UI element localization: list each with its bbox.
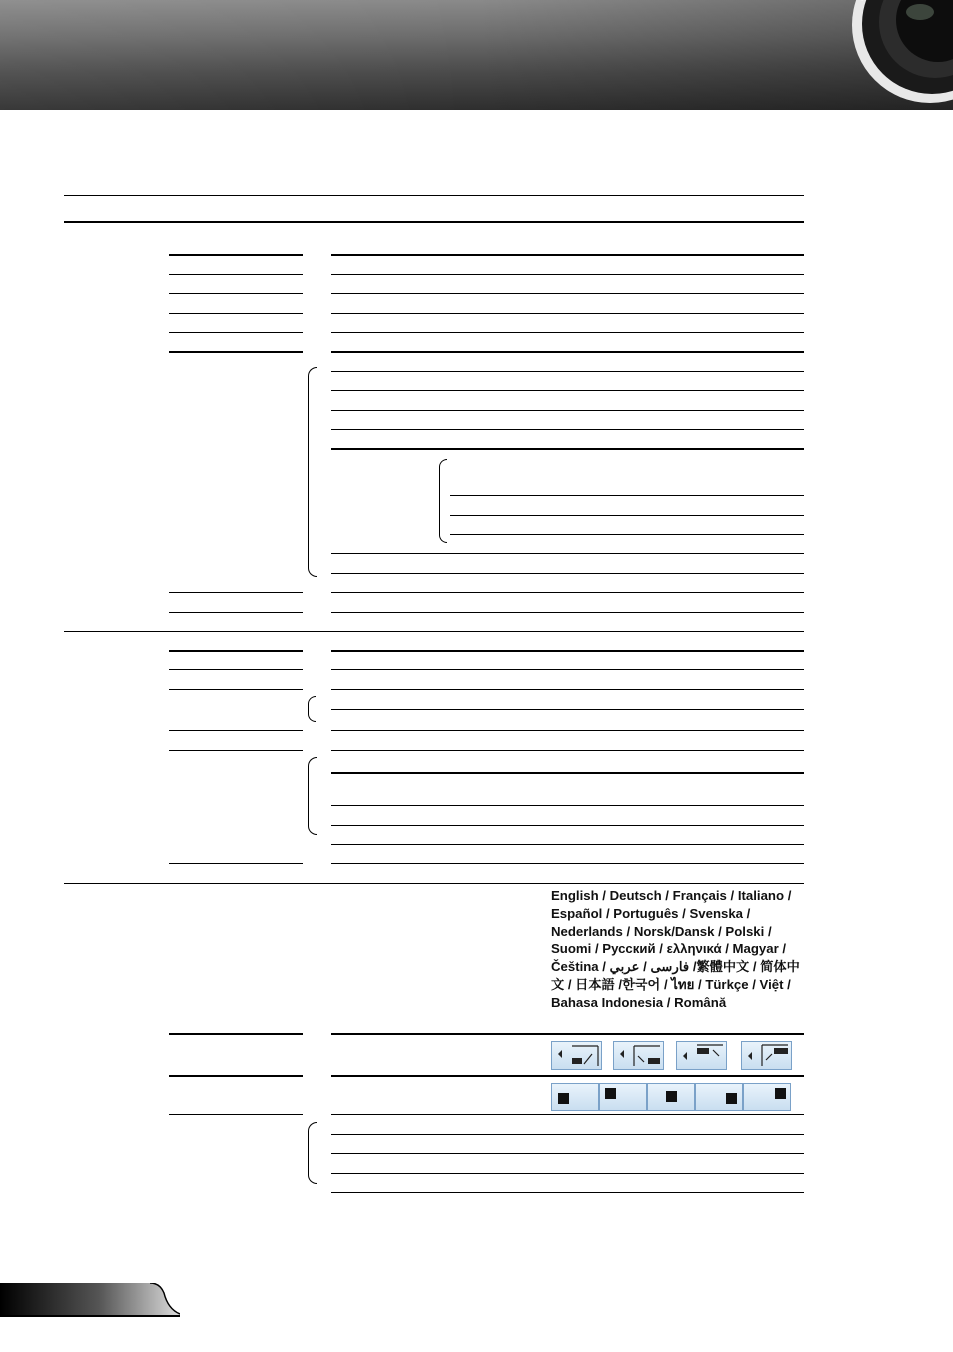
option-rule	[331, 709, 804, 710]
option-rule	[331, 332, 804, 333]
menu-rule	[169, 1075, 303, 1077]
group-brace	[308, 367, 317, 577]
option-rule	[331, 863, 804, 864]
option-rule	[331, 1114, 804, 1115]
menu-rule	[169, 750, 303, 751]
table-header-rule	[64, 221, 804, 223]
front-ceiling-icon	[676, 1041, 727, 1070]
page-footer-tab	[0, 1283, 180, 1317]
sub-option-rule	[450, 495, 804, 496]
option-rule	[331, 1192, 804, 1193]
menu-location-bottom-right-icon	[695, 1083, 743, 1111]
menu-location-centre-icon	[647, 1083, 695, 1111]
option-rule	[331, 351, 804, 353]
menu-rule	[169, 274, 303, 275]
option-rule	[331, 371, 804, 372]
option-rule	[331, 592, 804, 593]
group-brace	[439, 459, 447, 543]
option-rule	[331, 313, 804, 314]
header-banner	[0, 0, 953, 110]
option-rule	[331, 689, 804, 690]
rear-ceiling-icon	[741, 1041, 792, 1070]
table-top-rule	[64, 195, 804, 196]
option-rule	[331, 825, 804, 826]
sub-option-rule	[450, 515, 804, 516]
group-brace	[308, 1122, 317, 1184]
option-rule	[331, 1173, 804, 1174]
projector-lens-icon	[820, 0, 953, 110]
menu-rule	[169, 612, 303, 613]
menu-rule	[169, 293, 303, 294]
option-rule	[331, 429, 804, 430]
menu-rule	[169, 1114, 303, 1115]
group-brace	[308, 757, 317, 835]
option-rule	[331, 669, 804, 670]
menu-rule	[169, 351, 303, 353]
option-rule	[331, 293, 804, 294]
language-options: English / Deutsch / Français / Italiano / Español / Português / Svenska / Nederlands / Norsk/Dansk / Polski / Suomi / Русский / ελληνικά / Magyar / Čeština / فارسی / عربي /繁體中文 / 简体中文 / 日本語 /한국어 / ไทย / Türkçe / Việt / Bahasa Indonesia / Română	[551, 888, 800, 1010]
menu-rule	[169, 669, 303, 670]
option-rule	[331, 410, 804, 411]
option-rule	[331, 650, 804, 652]
menu-rule	[169, 730, 303, 731]
option-rule	[331, 254, 804, 256]
rear-desktop-icon	[613, 1041, 664, 1070]
front-desktop-icon	[551, 1041, 602, 1070]
group-brace	[308, 696, 316, 722]
menu-rule	[169, 313, 303, 314]
option-rule	[331, 390, 804, 391]
menu-rule	[169, 332, 303, 333]
menu-location-top-right-icon	[599, 1083, 647, 1111]
option-rule	[331, 573, 804, 574]
sub-option-rule	[450, 534, 804, 535]
menu-rule	[169, 254, 303, 256]
option-rule	[331, 1033, 804, 1035]
option-rule	[331, 1075, 804, 1077]
menu-location-bottom-left-icon	[743, 1083, 791, 1111]
option-rule	[331, 844, 804, 845]
menu-rule	[169, 689, 303, 690]
menu-rule	[169, 1033, 303, 1035]
section-divider	[64, 883, 804, 884]
option-rule	[331, 805, 804, 806]
option-rule	[331, 448, 804, 450]
menu-rule	[169, 650, 303, 652]
menu-location-top-left-icon	[551, 1083, 599, 1111]
option-rule	[331, 730, 804, 731]
option-rule	[331, 1134, 804, 1135]
option-rule	[331, 1153, 804, 1154]
section-divider	[64, 631, 804, 632]
option-rule	[331, 274, 804, 275]
option-rule	[331, 553, 804, 554]
menu-rule	[169, 863, 303, 864]
option-rule	[331, 772, 804, 774]
menu-rule	[169, 592, 303, 593]
option-rule	[331, 750, 804, 751]
option-rule	[331, 612, 804, 613]
